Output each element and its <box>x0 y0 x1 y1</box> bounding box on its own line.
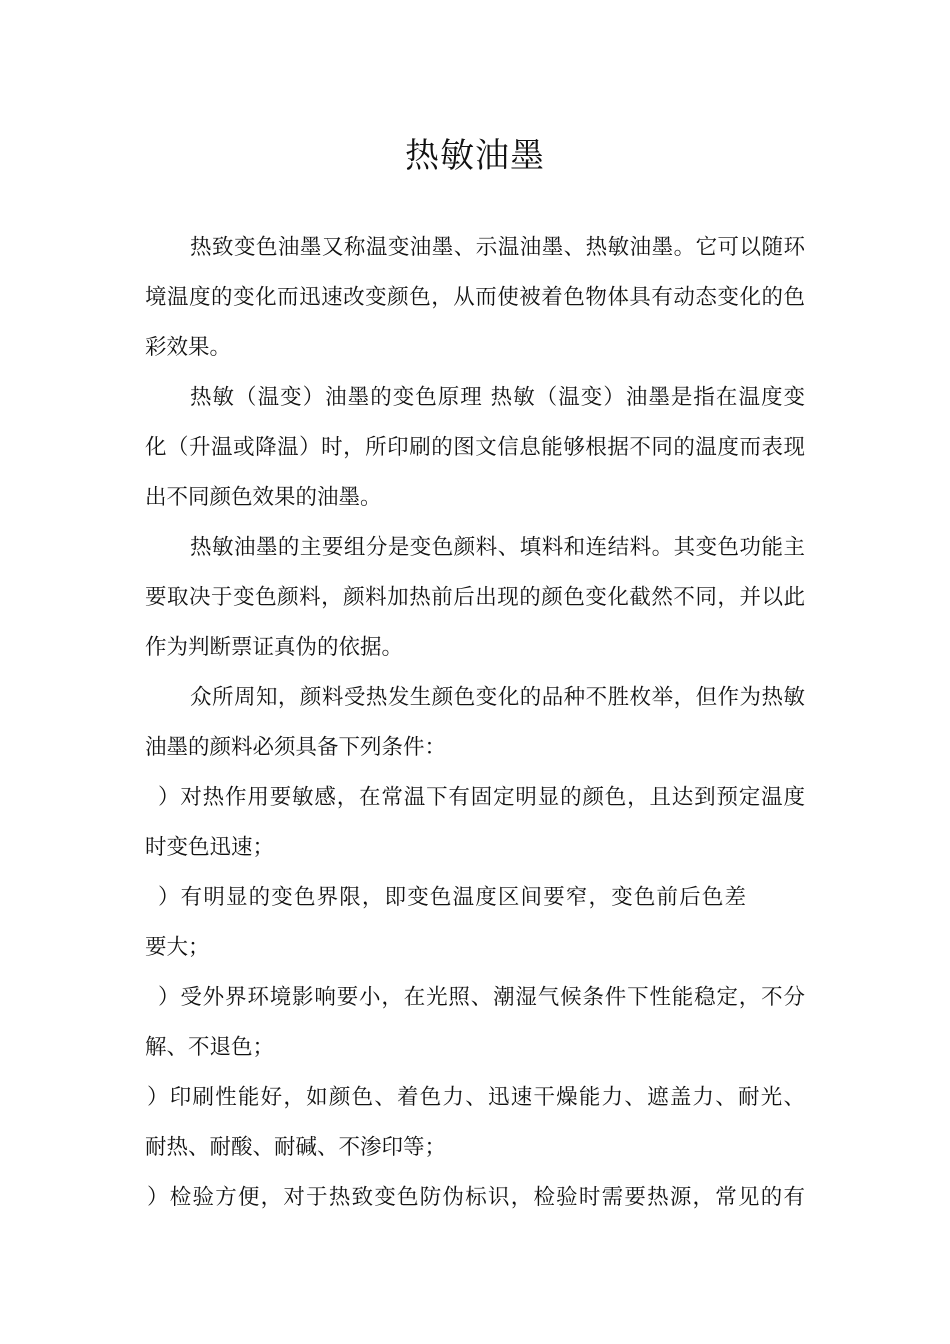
list-item-line: ）检验方便，对于热致变色防伪标识，检验时需要热源，常见的有 <box>147 1185 805 1210</box>
list-item-line: ）对热作用要敏感，在常温下有固定明显的颜色，且达到预定温度 <box>158 785 805 810</box>
paragraph-line: 出不同颜色效果的油墨。 <box>145 485 382 510</box>
paragraph-line: 化（升温或降温）时，所印刷的图文信息能够根据不同的温度而表现 <box>145 435 805 460</box>
list-item-line: 耐热、耐酸、耐碱、不渗印等； <box>145 1135 447 1160</box>
paragraph-line: 热敏（温变）油墨的变色原理 热敏（温变）油墨是指在温度变 <box>190 385 805 410</box>
list-item-line: 时变色迅速； <box>145 835 275 860</box>
paragraph-line: 热敏油墨的主要组分是变色颜料、填料和连结料。其变色功能主 <box>190 535 805 560</box>
paragraph-line: 油墨的颜料必须具备下列条件： <box>145 735 447 760</box>
paragraph-line: 彩效果。 <box>145 335 232 360</box>
paragraph-line: 作为判断票证真伪的依据。 <box>145 635 404 660</box>
paragraph-line: 热致变色油墨又称温变油墨、示温油墨、热敏油墨。它可以随环 <box>190 235 805 260</box>
list-item-line: 要大； <box>145 935 210 960</box>
paragraph-line: 境温度的变化而迅速改变颜色，从而使被着色物体具有动态变化的色 <box>145 285 805 310</box>
page-title: 热敏油墨 <box>405 136 545 176</box>
paragraph-line: 要取决于变色颜料，颜料加热前后出现的颜色变化截然不同，并以此 <box>145 585 805 610</box>
list-item-line: 解、不退色； <box>145 1035 275 1060</box>
list-item-line: ）印刷性能好，如颜色、着色力、迅速干燥能力、遮盖力、耐光、 <box>147 1085 805 1110</box>
list-item-line: ）有明显的变色界限，即变色温度区间要窄，变色前后色差 <box>158 885 746 910</box>
paragraph-line: 众所周知，颜料受热发生颜色变化的品种不胜枚举，但作为热敏 <box>190 685 805 710</box>
list-item-line: ）受外界环境影响要小，在光照、潮湿气候条件下性能稳定，不分 <box>158 985 805 1010</box>
